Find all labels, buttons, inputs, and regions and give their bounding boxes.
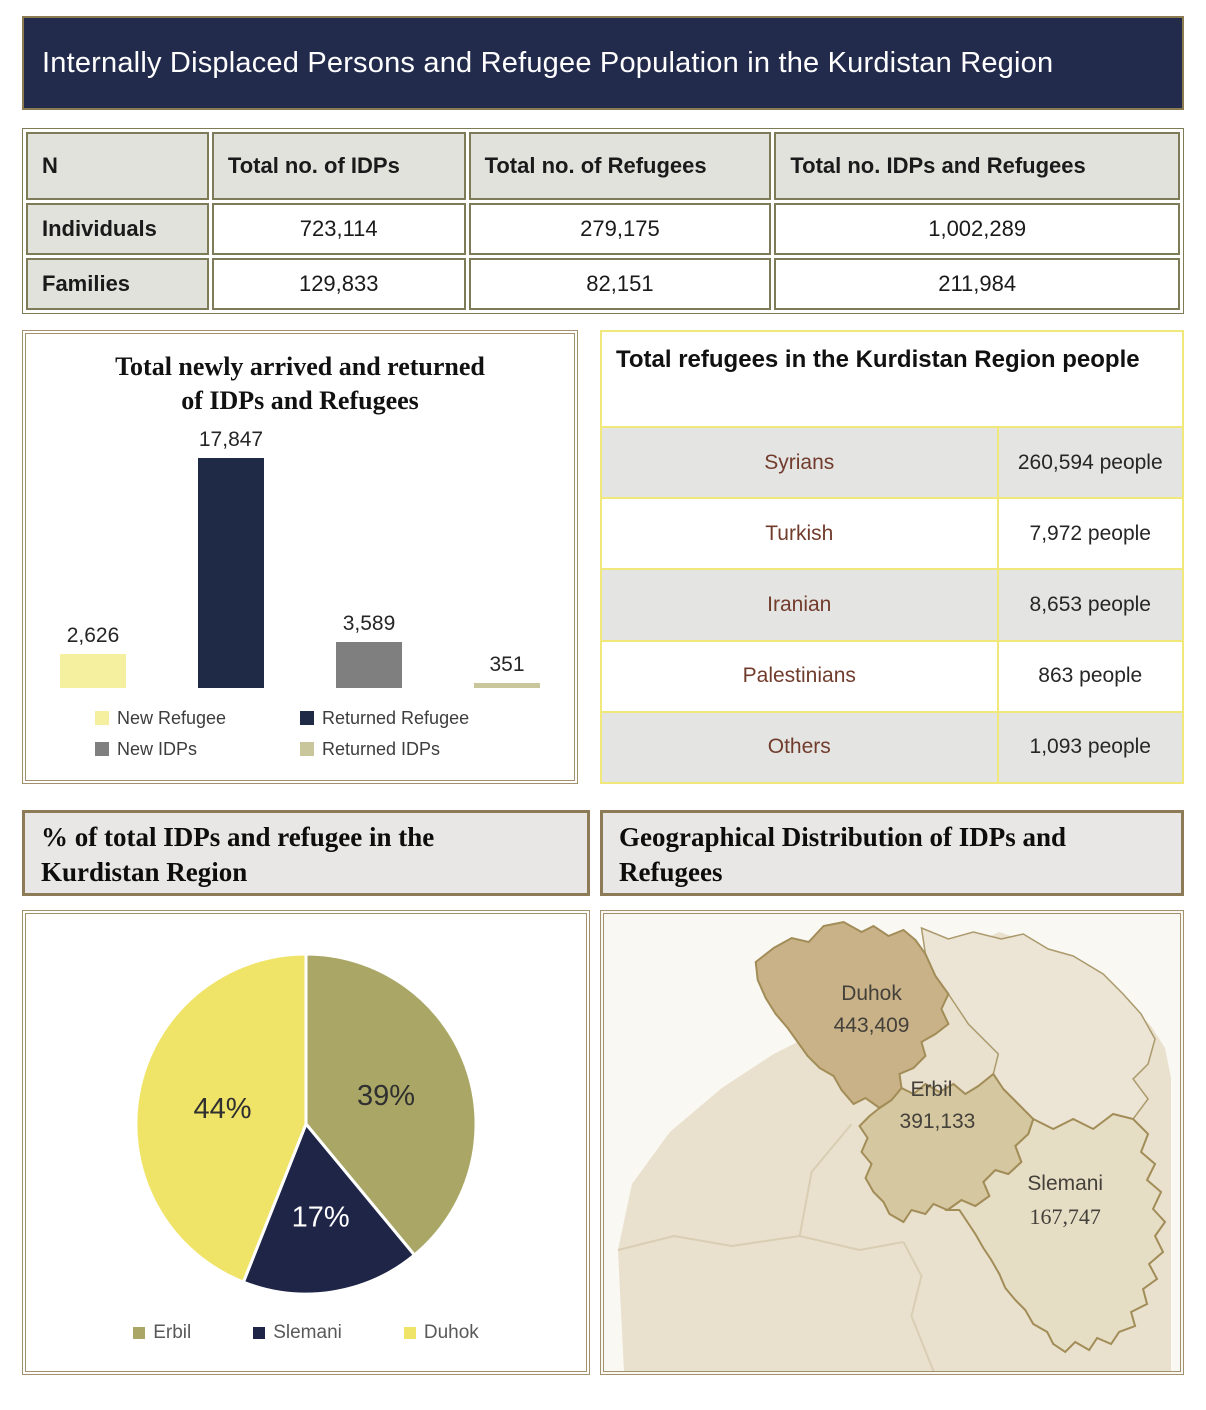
bar-rect	[336, 642, 402, 688]
map-value-duhok: 443,409	[833, 1013, 910, 1038]
individuals-total: 1,002,289	[774, 203, 1180, 255]
bar-chart-legend	[95, 708, 505, 760]
legend-label: Duhok	[423, 1322, 479, 1343]
legend-label: Returned Refugee	[322, 707, 470, 728]
bar-value-label: 351	[489, 652, 525, 676]
pie-label-duhok: 44%	[193, 1093, 252, 1126]
legend-item-returned-idps	[300, 739, 505, 760]
pie-section-title-line2: Kurdistan Region	[41, 857, 248, 888]
summary-table	[23, 129, 1183, 313]
summary-col-n: N	[26, 132, 209, 200]
summary-col-idps: Total no. of IDPs	[212, 132, 466, 200]
legend-swatch-icon	[300, 711, 314, 725]
nationality-palestinians-count: 863 people	[997, 642, 1182, 711]
nationality-iranian-count: 8,653 people	[997, 570, 1182, 639]
legend-swatch-icon	[404, 1327, 416, 1339]
page-title: Internally Displaced Persons and Refugee Population in the Kurdistan Region	[42, 46, 1054, 79]
legend-item-returned-refugee	[300, 708, 505, 729]
map-section-title-line1: Geographical Distribution of IDPs and	[619, 822, 1067, 852]
legend-swatch-icon	[95, 711, 109, 725]
bar-chart-plot-area	[60, 420, 540, 688]
bar-value-label: 3,589	[342, 611, 396, 635]
bar-returned-idps	[474, 653, 540, 688]
pie-label-erbil: 39%	[356, 1080, 416, 1113]
bar-chart-title	[26, 350, 574, 418]
row-label-individuals: Individuals	[26, 203, 209, 255]
families-total: 211,984	[774, 258, 1180, 310]
individuals-refugees: 279,175	[469, 203, 772, 255]
legend-label: New Refugee	[117, 707, 227, 728]
table-row	[602, 711, 1182, 782]
nationality-turkish: Turkish	[765, 521, 834, 545]
legend-swatch-icon	[253, 1327, 265, 1339]
bar-new-refugee	[60, 624, 126, 688]
pie-label-slemani: 17%	[291, 1201, 350, 1234]
families-idps: 129,833	[212, 258, 466, 310]
map-label-duhok: Duhok	[841, 981, 902, 1006]
pie-section-header	[22, 810, 590, 896]
table-row	[602, 640, 1182, 711]
bar-rect	[60, 654, 126, 688]
map-label-slemani: Slemani	[1027, 1171, 1104, 1196]
legend-label: Slemani	[273, 1322, 342, 1343]
map-value-erbil: 391,133	[899, 1109, 976, 1134]
nationality-others-count: 1,093 people	[997, 713, 1182, 782]
nationality-iranian: Iranian	[602, 570, 997, 639]
legend-item-new-refugee	[95, 708, 300, 729]
pie-section-title-line1: % of total IDPs and refugee in the	[41, 822, 435, 852]
legend-item-new-idps	[95, 739, 300, 760]
bar-chart-title-line1: Total newly arrived and returned	[115, 352, 485, 381]
legend-swatch-icon	[133, 1327, 145, 1339]
page-banner	[22, 16, 1184, 110]
legend-swatch-icon	[95, 742, 109, 756]
table-row	[602, 426, 1182, 497]
bar-value-label: 2,626	[66, 623, 120, 647]
pie-chart-panel	[22, 910, 590, 1375]
pie-legend	[26, 1322, 586, 1344]
bar-chart-panel	[22, 330, 578, 784]
legend-label: Erbil	[153, 1322, 192, 1343]
nationality-turkish-count: 7,972 people	[997, 499, 1182, 568]
table-row	[602, 497, 1182, 568]
bar-new-idps	[336, 612, 402, 688]
legend-item-duhok	[404, 1322, 479, 1344]
summary-header-row	[26, 132, 1180, 200]
map-label-erbil: Erbil	[910, 1077, 953, 1102]
table-row	[26, 258, 1180, 310]
legend-swatch-icon	[300, 742, 314, 756]
summary-col-refugees: Total no. of Refugees	[469, 132, 772, 200]
families-refugees: 82,151	[469, 258, 772, 310]
nationality-table-title: Total refugees in the Kurdistan Region people	[616, 346, 1140, 373]
legend-item-erbil	[133, 1322, 191, 1344]
nationality-table-panel	[600, 330, 1184, 784]
nationality-others: Others	[602, 713, 997, 782]
summary-table-frame	[22, 128, 1184, 314]
bar-rect	[198, 458, 264, 688]
nationality-syrians-count: 260,594 people	[997, 428, 1182, 497]
individuals-idps: 723,114	[212, 203, 466, 255]
legend-label: Returned IDPs	[322, 738, 441, 759]
bar-value-label: 17,847	[198, 427, 264, 451]
table-row	[602, 568, 1182, 639]
map-section-header	[600, 810, 1184, 896]
bar-returned-refugee	[198, 428, 264, 688]
summary-col-total: Total no. IDPs and Refugees	[774, 132, 1180, 200]
bar-rect	[474, 683, 540, 688]
pie-chart	[116, 934, 496, 1314]
map-value-slemani: 167,747	[1029, 1203, 1101, 1230]
map-section-title-line2: Refugees	[619, 857, 723, 888]
row-label-families: Families	[26, 258, 209, 310]
bar-chart-title-line2: of IDPs and Refugees	[181, 385, 419, 415]
table-row	[26, 203, 1180, 255]
kurdistan-map	[604, 914, 1180, 1371]
map-panel	[600, 910, 1184, 1375]
nationality-palestinians: Palestinians	[742, 664, 856, 688]
legend-item-slemani	[253, 1322, 342, 1344]
nationality-syrians: Syrians	[602, 428, 997, 497]
legend-label: New IDPs	[117, 738, 198, 759]
